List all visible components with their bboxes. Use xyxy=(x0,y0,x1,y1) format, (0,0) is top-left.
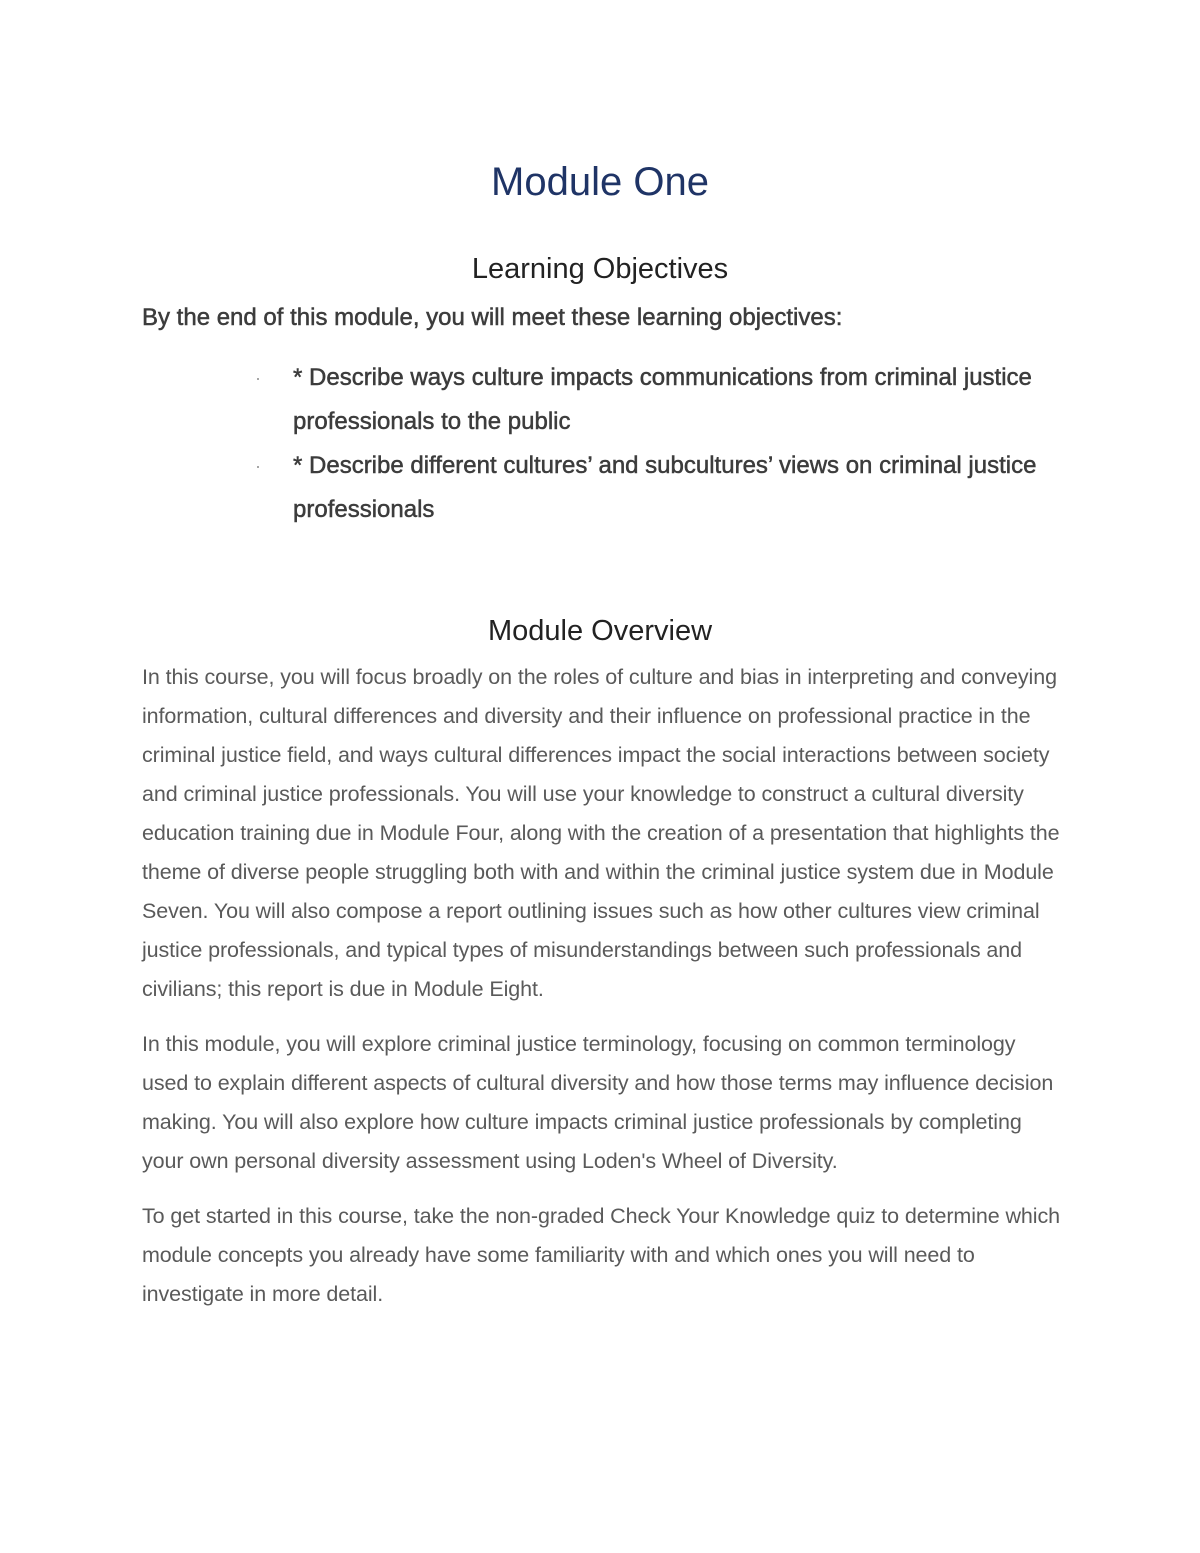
objective-text: * Describe ways culture impacts communications from criminal justice professionals to the public xyxy=(293,364,1032,435)
overview-body xyxy=(142,658,1067,1330)
objective-item xyxy=(293,356,1053,444)
bullet-dot-icon xyxy=(257,466,259,468)
learning-objectives-intro: By the end of this module, you will meet these learning objectives: xyxy=(142,304,843,331)
overview-paragraph: To get started in this course, take the non-graded Check Your Knowledge quiz to determine which module concepts you already have some familiarity with and which ones you will need to investigate in more detail. xyxy=(142,1204,1060,1306)
learning-objectives-heading: Learning Objectives xyxy=(471,253,729,285)
overview-paragraph: In this course, you will focus broadly on the roles of culture and bias in interpreting and conveying information, cultural differences and diversity and their influence on professional practice in the criminal justice field, and ways cultural differences impact the social interactions between society and criminal justice professionals. You will use your knowledge to construct a cultural diversity education training due in Module Four, along with the creation of a presentation that highlights the theme of diverse people struggling both with and within the criminal justice system due in Module Seven. You will also compose a report outlining issues such as how other cultures view criminal justice professionals, and typical types of misunderstandings between such professionals and civilians; this report is due in Module Eight. xyxy=(142,665,1060,1001)
objective-item xyxy=(293,444,1053,532)
overview-paragraph: In this module, you will explore criminal justice terminology, focusing on common terminology used to explain different aspects of cultural diversity and how those terms may influence decision making. You will also explore how culture impacts criminal justice professionals by completing your own personal diversity assessment using Loden's Wheel of Diversity. xyxy=(142,1032,1054,1173)
page-title: Module One xyxy=(491,160,709,204)
objectives-list xyxy=(293,356,1053,532)
bullet-dot-icon xyxy=(257,378,259,380)
objective-text: * Describe different cultures’ and subcultures’ views on criminal justice professionals xyxy=(293,452,1037,523)
module-overview-heading: Module Overview xyxy=(487,615,713,647)
